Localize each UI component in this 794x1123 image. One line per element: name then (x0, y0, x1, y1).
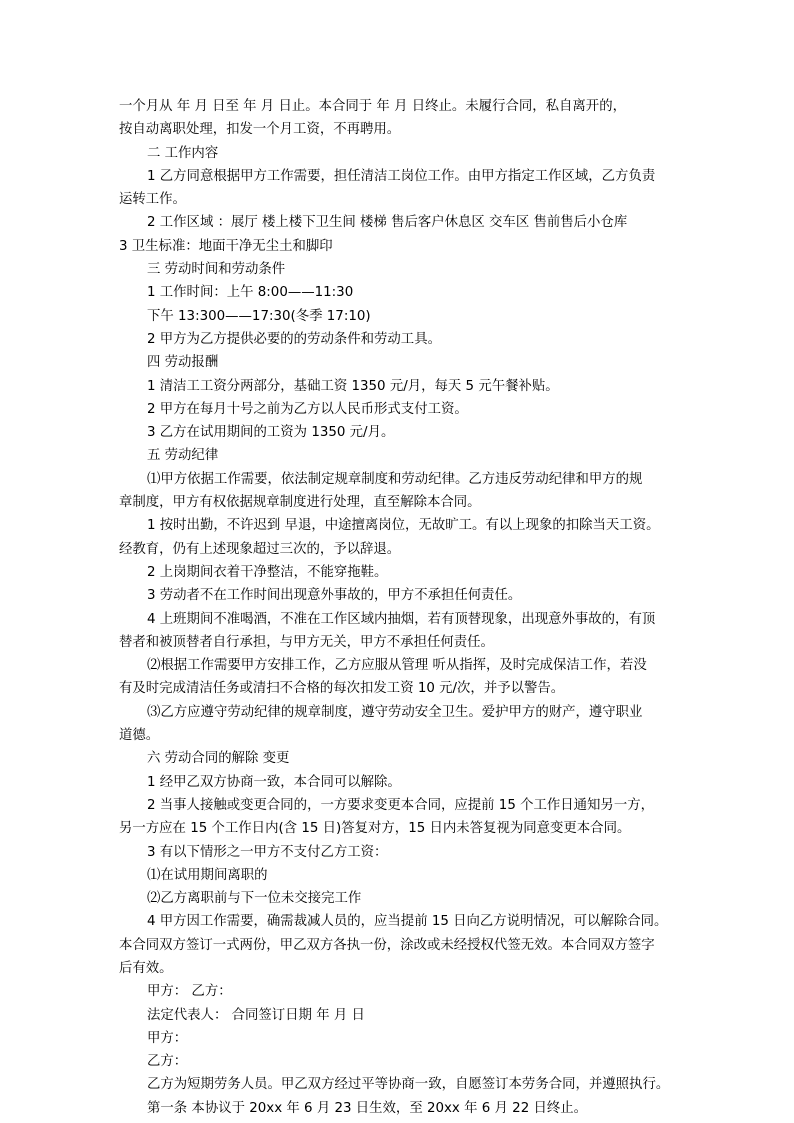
text-line: 替者和被顶替者自行承担，与甲方无关，甲方不承担任何责任。 (119, 634, 494, 650)
text-line: 后有效。 (119, 960, 173, 976)
text-line: 本合同双方签订一式两份，甲乙双方各执一份，涂改或未经授权代签无效。本合同双方签字 (119, 937, 655, 953)
contract-body (119, 95, 687, 1120)
text-line: 第一条 本协议于 20xx 年 6 月 23 日生效，至 20xx 年 6 月 22 日终止。 (147, 1100, 588, 1116)
section-heading: 五 劳动纪律 (147, 448, 219, 464)
text-line: 经教育，仍有上述现象超过三次的，予以辞退。 (119, 541, 401, 557)
text-line: 下午 13:300——17:30(冬季 17:10) (147, 308, 371, 324)
text-line: 章制度，甲方有权依据规章制度进行处理，直至解除本合同。 (119, 495, 481, 511)
text-line: ⑴甲方依据工作需要，依法制定规章制度和劳动纪律。乙方违反劳动纪律和甲方的规 (147, 471, 643, 487)
text-line: ⑶乙方应遵守劳动纪律的规章制度，遵守劳动安全卫生。爱护甲方的财产，遵守职业 (147, 704, 643, 720)
text-line: 运转工作。 (119, 192, 186, 208)
text-line: 3 乙方在试用期间的工资为 1350 元/月。 (147, 425, 395, 441)
text-line: 2 甲方在每月十号之前为乙方以人民币形式支付工资。 (147, 401, 468, 417)
signature-line: 法定代表人： 合同签订日期 年 月 日 (147, 1007, 365, 1023)
section-heading: 三 劳动时间和劳动条件 (147, 262, 286, 278)
signature-line: 甲方： 乙方： (147, 984, 232, 1000)
section-heading: 二 工作内容 (147, 145, 219, 161)
section-heading: 四 劳动报酬 (147, 355, 219, 371)
text-line: 1 乙方同意根据甲方工作需要，担任清洁工岗位工作。由甲方指定工作区域，乙方负责 (147, 168, 656, 184)
text-line: 1 经甲乙双方协商一致，本合同可以解除。 (147, 774, 401, 790)
text-line: 有及时完成清洁任务或清扫不合格的每次扣发工资 10 元/次，并予以警告。 (119, 681, 565, 697)
section-heading: 六 劳动合同的解除 变更 (147, 751, 290, 767)
text-line: 1 按时出勤，不许迟到 早退，中途擅离岗位，无故旷工。有以上现象的扣除当天工资。 (147, 518, 660, 534)
text-line: 1 工作时间：上午 8:00——11:30 (147, 285, 354, 301)
text-line: 另一方应在 15 个工作日内(含 15 日)答复对方，15 日内未答复视为同意变更本合同。 (119, 821, 631, 837)
signature-line: 甲方： (147, 1030, 188, 1046)
text-line: 3 卫生标准：地面干净无尘土和脚印 (119, 238, 333, 254)
text-line: 2 工作区域 ：展厅 楼上楼下卫生间 楼梯 售后客户休息区 交车区 售前售后小仓库 (147, 215, 628, 231)
text-line: 2 甲方为乙方提供必要的的劳动条件和劳动工具。 (147, 331, 441, 347)
text-line: 3 有以下情形之一甲方不支付乙方工资： (147, 844, 388, 860)
text-line: 3 劳动者不在工作时间出现意外事故的，甲方不承担任何责任。 (147, 588, 522, 604)
signature-line: 乙方： (147, 1054, 188, 1070)
text-line: ⑵乙方离职前与下一位未交接完工作 (147, 891, 362, 907)
text-line: 按自动离职处理，扣发一个月工资，不再聘用。 (119, 122, 401, 138)
text-line: ⑴在试用期间离职的 (147, 867, 268, 883)
text-line: 一个月从 年 月 日至 年 月 日止。本合同于 年 月 日终止。未履行合同，私自离开的， (119, 99, 626, 114)
text-line: 乙方为短期劳务人员。甲乙双方经过平等协商一致，自愿签订本劳务合同，并遵照执行。 (147, 1077, 670, 1093)
text-line: 道德。 (119, 728, 160, 744)
text-line: 4 甲方因工作需要，确需裁减人员的，应当提前 15 日向乙方说明情况，可以解除合同。 (147, 914, 668, 930)
text-line: 4 上班期间不准喝酒，不准在工作区域内抽烟，若有顶替现象，出现意外事故的，有顶 (147, 611, 656, 627)
text-line: 1 清洁工工资分两部分，基础工资 1350 元/月，每天 5 元午餐补贴。 (147, 378, 559, 394)
text-line: 2 当事人接触或变更合同的，一方要求变更本合同，应提前 15 个工作日通知另一方， (147, 797, 654, 813)
text-line: ⑵根据工作需要甲方安排工作，乙方应服从管理 听从指挥，及时完成保洁工作，若没 (147, 658, 647, 674)
text-line: 2 上岗期间衣着干净整洁，不能穿拖鞋。 (147, 564, 388, 580)
